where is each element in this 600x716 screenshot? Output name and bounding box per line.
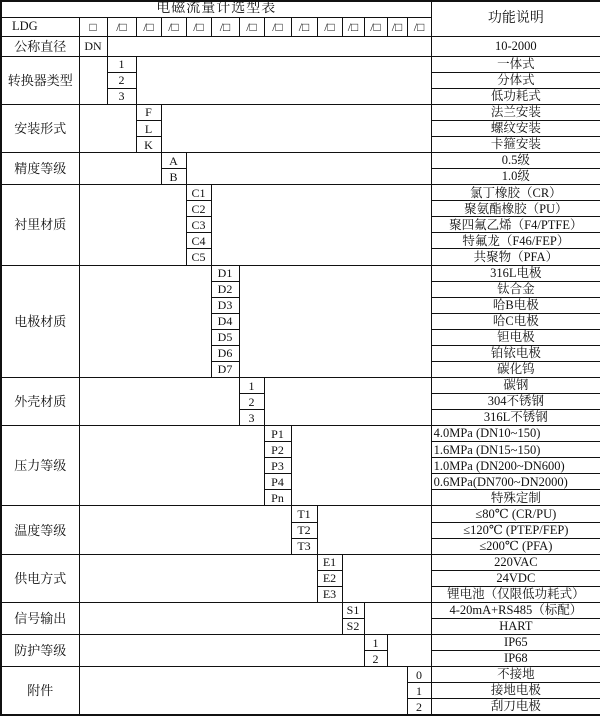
option-code: S1: [342, 602, 364, 618]
option-desc: 法兰安装: [431, 104, 600, 120]
option-desc: 卡箍安装: [431, 137, 600, 153]
spacer-left: [79, 506, 291, 554]
model-slot-box: /□: [387, 17, 407, 36]
option-desc: 1.0级: [431, 169, 600, 185]
option-desc: ≤80℃ (CR/PU): [431, 506, 600, 522]
option-desc: 304不锈钢: [431, 394, 600, 410]
dn-desc: 10-2000: [431, 36, 600, 56]
spacer-left: [79, 634, 364, 666]
option-row: [1, 185, 600, 201]
option-desc: IP68: [431, 651, 600, 667]
spacer-left: [79, 153, 161, 185]
option-desc: 螺纹安装: [431, 120, 600, 136]
option-code: C4: [186, 233, 211, 249]
option-code: D5: [211, 329, 239, 345]
spacer-right: [387, 634, 431, 666]
option-code: L: [136, 120, 161, 136]
spacer-left: [79, 554, 317, 602]
option-desc: 特氟龙（F46/FEP）: [431, 233, 600, 249]
option-row: [1, 667, 600, 683]
option-row: [1, 506, 600, 522]
category-label-6: 外壳材质: [1, 377, 79, 425]
option-code: P1: [264, 426, 291, 442]
spacer-left: [79, 265, 211, 377]
option-code: 3: [107, 88, 136, 104]
model-slot-box: /□: [107, 17, 136, 36]
model-slot-box: /□: [186, 17, 211, 36]
spacer-right: [317, 506, 431, 554]
option-desc: 一体式: [431, 56, 600, 72]
model-slot-box: /□: [136, 17, 161, 36]
model-prefix: LDG: [1, 17, 79, 36]
option-code: T2: [291, 522, 317, 538]
category-label-3: 精度等级: [1, 153, 79, 185]
option-code: T3: [291, 538, 317, 554]
option-desc: 接地电极: [431, 683, 600, 699]
category-label-7: 压力等级: [1, 426, 79, 506]
option-desc: 钽电极: [431, 329, 600, 345]
spacer-right: [186, 153, 431, 185]
option-desc: HART: [431, 618, 600, 634]
option-code: D1: [211, 265, 239, 281]
option-code: A: [161, 153, 186, 169]
option-desc: 哈B电极: [431, 297, 600, 313]
option-code: 1: [364, 634, 387, 650]
option-desc: 哈C电极: [431, 313, 600, 329]
option-code: E3: [317, 586, 342, 602]
option-code: E2: [317, 570, 342, 586]
page-title: 电磁流量计选型表: [1, 1, 431, 17]
option-code: P3: [264, 458, 291, 474]
option-code: P2: [264, 442, 291, 458]
option-code: 3: [239, 410, 264, 426]
option-code: T1: [291, 506, 317, 522]
option-code: 1: [239, 377, 264, 393]
model-slot-box: /□: [291, 17, 317, 36]
option-desc: 4-20mA+RS485（标配）: [431, 602, 600, 618]
option-code: D6: [211, 345, 239, 361]
category-label-1: 转换器类型: [1, 56, 79, 104]
option-row: [1, 554, 600, 570]
option-row: [1, 426, 600, 442]
spacer-right: [342, 554, 431, 602]
option-desc: 316L电极: [431, 265, 600, 281]
option-code: C3: [186, 217, 211, 233]
option-code: C2: [186, 201, 211, 217]
spacer-right: [264, 377, 431, 425]
dn-label: 公称直径: [1, 36, 79, 56]
option-code: F: [136, 104, 161, 120]
option-code: D2: [211, 281, 239, 297]
option-desc: IP65: [431, 634, 600, 650]
model-slot-box: /□: [239, 17, 264, 36]
model-slot-box: /□: [342, 17, 364, 36]
model-slot-box: /□: [211, 17, 239, 36]
category-label-9: 供电方式: [1, 554, 79, 602]
option-row: [1, 634, 600, 650]
category-label-8: 温度等级: [1, 506, 79, 554]
option-code: 2: [364, 651, 387, 667]
option-row: [1, 56, 600, 72]
option-desc: 分体式: [431, 72, 600, 88]
category-label-2: 安装形式: [1, 104, 79, 152]
option-code: D7: [211, 361, 239, 377]
category-label-5: 电极材质: [1, 265, 79, 377]
option-code: S2: [342, 618, 364, 634]
option-desc: 共聚物（PFA）: [431, 249, 600, 265]
option-code: C5: [186, 249, 211, 265]
dn-code: DN: [79, 36, 107, 56]
spacer-right: [136, 56, 431, 104]
spacer-left: [79, 377, 239, 425]
option-code: D3: [211, 297, 239, 313]
option-code: 2: [107, 72, 136, 88]
spacer-left: [79, 104, 136, 152]
spacer-left: [79, 426, 264, 506]
option-row: [1, 153, 600, 169]
option-desc: ≤200℃ (PFA): [431, 538, 600, 554]
model-slot-box: /□: [161, 17, 186, 36]
spacer-right: [161, 104, 431, 152]
option-desc: 1.6MPa (DN15~150): [431, 442, 600, 458]
title-row: [1, 1, 600, 17]
option-desc: ≤120℃ (PTEP/FEP): [431, 522, 600, 538]
category-label-4: 衬里材质: [1, 185, 79, 265]
option-code: 2: [407, 699, 431, 715]
option-desc: 锂电池（仅限低功耗式）: [431, 586, 600, 602]
option-code: Pn: [264, 490, 291, 506]
spacer-left: [79, 602, 342, 634]
option-row: [1, 602, 600, 618]
selector-table-body: [1, 1, 600, 715]
model-slot-box: /□: [264, 17, 291, 36]
category-label-11: 防护等级: [1, 634, 79, 666]
option-desc: 24VDC: [431, 570, 600, 586]
option-code: B: [161, 169, 186, 185]
option-desc: 4.0MPa (DN10~150): [431, 426, 600, 442]
spacer-right: [364, 602, 431, 634]
category-label-10: 信号输出: [1, 602, 79, 634]
option-row: [1, 377, 600, 393]
model-slot-box: /□: [317, 17, 342, 36]
model-slot-box: /□: [407, 17, 431, 36]
option-desc: 刮刀电极: [431, 699, 600, 715]
option-code: K: [136, 137, 161, 153]
spacer-right: [239, 265, 431, 377]
category-label-12: 附件: [1, 667, 79, 715]
option-desc: 铂铱电极: [431, 345, 600, 361]
option-desc: 0.6MPa(DN700~DN2000): [431, 474, 600, 490]
option-desc: 聚四氟乙烯（F4/PTFE）: [431, 217, 600, 233]
option-row: [1, 265, 600, 281]
option-desc: 0.5级: [431, 153, 600, 169]
option-code: 0: [407, 667, 431, 683]
option-desc: 聚氨酯橡胶（PU）: [431, 201, 600, 217]
option-row: [1, 104, 600, 120]
model-slot-box: /□: [364, 17, 387, 36]
option-desc: 碳化钨: [431, 361, 600, 377]
option-desc: 220VAC: [431, 554, 600, 570]
option-code: E1: [317, 554, 342, 570]
option-code: 1: [407, 683, 431, 699]
option-desc: 钛合金: [431, 281, 600, 297]
spacer-left: [79, 185, 186, 265]
option-code: 2: [239, 394, 264, 410]
spacer-right: [291, 426, 431, 506]
option-desc: 特殊定制: [431, 490, 600, 506]
option-desc: 316L不锈钢: [431, 410, 600, 426]
option-code: D4: [211, 313, 239, 329]
spacer-right: [211, 185, 431, 265]
option-desc: 不接地: [431, 667, 600, 683]
option-code: C1: [186, 185, 211, 201]
option-desc: 1.0MPa (DN200~DN600): [431, 458, 600, 474]
spacer-left: [79, 667, 407, 715]
dn-row: [1, 36, 600, 56]
spacer-left: [79, 56, 107, 104]
option-code: P4: [264, 474, 291, 490]
dn-spacer: [107, 36, 431, 56]
option-code: 1: [107, 56, 136, 72]
option-desc: 碳钢: [431, 377, 600, 393]
option-desc: 氯丁橡胶（CR）: [431, 185, 600, 201]
option-desc: 低功耗式: [431, 88, 600, 104]
function-column-header: 功能说明: [431, 1, 600, 36]
model-first-box: □: [79, 17, 107, 36]
